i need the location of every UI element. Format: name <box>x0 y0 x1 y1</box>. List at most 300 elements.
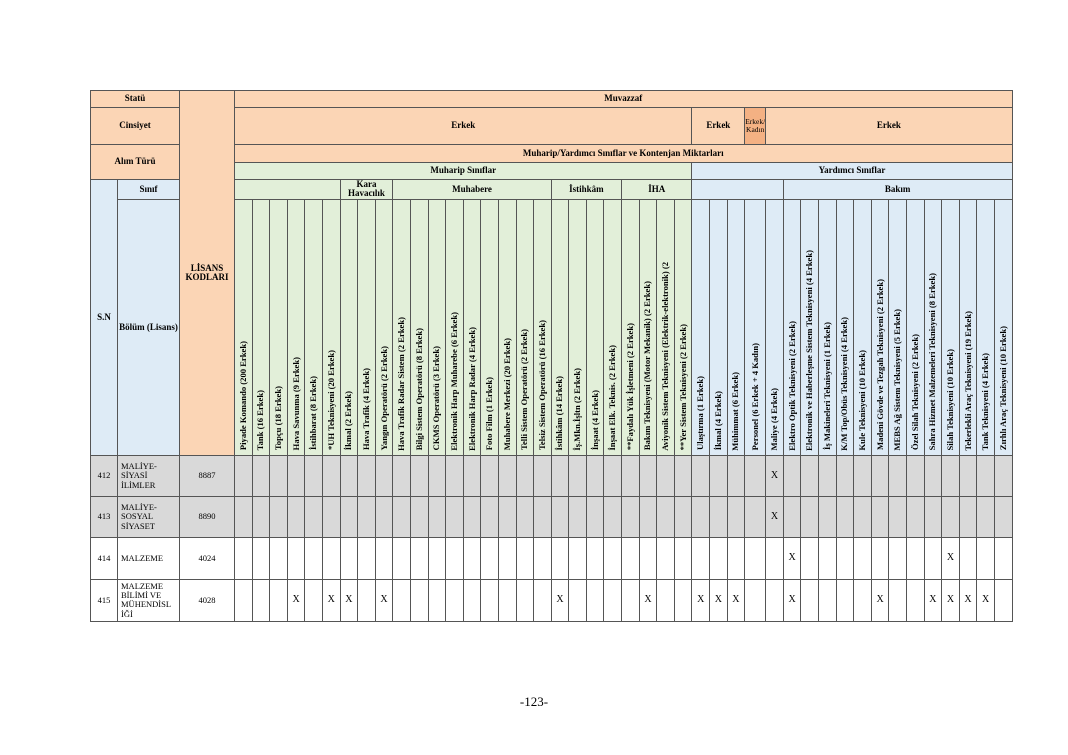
column-header-label: Piyade Komando (200 Erkek) <box>237 341 248 451</box>
column-header-label: Kule Teknisyeni (10 Erkek) <box>856 349 867 451</box>
row-mark-cell <box>551 455 569 496</box>
row-mark-cell <box>375 496 393 537</box>
column-header <box>783 199 801 455</box>
row-mark-cell <box>393 537 411 579</box>
column-header <box>906 199 924 455</box>
column-header <box>340 199 358 455</box>
row-mark-cell <box>481 455 499 496</box>
row-mark-cell <box>393 496 411 537</box>
row-bolum: MALZEME <box>118 537 180 579</box>
row-mark-cell <box>674 537 692 579</box>
row-mark-cell <box>766 579 784 621</box>
row-mark-cell <box>692 537 710 579</box>
column-header <box>657 199 675 455</box>
row-mark-cell: X <box>710 579 728 621</box>
row-mark-cell <box>270 579 288 621</box>
row-mark-cell <box>235 537 253 579</box>
row-mark-cell <box>446 496 464 537</box>
column-header <box>889 199 907 455</box>
row-mark-cell <box>745 537 766 579</box>
column-header-label: Personel (6 Erkek + 4 Kadın) <box>749 343 760 451</box>
row-sn: 415 <box>91 579 118 621</box>
row-mark-cell <box>446 455 464 496</box>
column-header <box>375 199 393 455</box>
column-header <box>994 199 1012 455</box>
row-mark-cell <box>516 455 534 496</box>
column-header-label: CKMS Operatörü (3 Erkek) <box>431 346 442 451</box>
column-header-label: Bilgi Sistem Operatörü (8 Erkek) <box>413 328 424 451</box>
row-mark-cell <box>657 537 675 579</box>
column-header-label: MEBS Ağ Sistem Teknisyeni (5 Erkek) <box>892 308 903 451</box>
row-mark-cell: X <box>783 579 801 621</box>
row-mark-cell <box>889 537 907 579</box>
row-mark-cell <box>252 496 270 537</box>
row-mark-cell <box>622 455 640 496</box>
column-header <box>498 199 516 455</box>
column-header-label: K/M Top/Obüs Teknisyeni (4 Erkek) <box>839 316 850 451</box>
row-mark-cell <box>569 496 587 537</box>
row-mark-cell <box>287 496 305 537</box>
row-mark-cell: X <box>871 579 889 621</box>
row-mark-cell <box>836 537 854 579</box>
row-mark-cell <box>766 537 784 579</box>
column-header-label: Muhabere Merkezi (20 Erkek) <box>501 338 512 451</box>
row-mark-cell <box>252 455 270 496</box>
row-mark-cell <box>710 537 728 579</box>
row-mark-cell <box>235 496 253 537</box>
row-mark-cell <box>639 537 657 579</box>
column-header <box>270 199 288 455</box>
row-mark-cell <box>498 579 516 621</box>
row-mark-cell: X <box>783 537 801 579</box>
row-mark-cell <box>604 579 622 621</box>
row-mark-cell <box>657 455 675 496</box>
column-header <box>836 199 854 455</box>
row-mark-cell <box>836 455 854 496</box>
row-mark-cell: X <box>375 579 393 621</box>
lisans-kodlari-header: LİSANS KODLARI <box>180 91 235 456</box>
row-mark-cell <box>410 537 428 579</box>
column-header-label: Telli Sistem Operatörü (2 Erkek) <box>519 329 530 451</box>
column-header-label: Elektronik Harp Radar (4 Erkek) <box>466 326 477 451</box>
row-mark-cell <box>428 496 446 537</box>
column-header-label: Elektronik Harp Muharebe (6 Erkek) <box>448 311 459 451</box>
row-mark-cell <box>871 455 889 496</box>
row-mark-cell <box>305 496 323 537</box>
row-lisans-kodu: 8887 <box>180 455 235 496</box>
column-header-label: **Faydalı Yük İşletmeni (2 Erkek) <box>624 323 635 451</box>
column-header-label: İnşaat (4 Erkek) <box>589 390 600 451</box>
column-header <box>745 199 766 455</box>
row-mark-cell <box>340 496 358 537</box>
row-mark-cell <box>639 455 657 496</box>
column-header-label: İş.Mkn.İşltn (2 Erkek) <box>572 367 583 451</box>
row-bolum: MALİYE- SİYASİ İLİMLER <box>118 455 180 496</box>
row-mark-cell <box>481 496 499 537</box>
row-sn: 412 <box>91 455 118 496</box>
column-header <box>622 199 640 455</box>
row-mark-cell <box>639 496 657 537</box>
row-mark-cell <box>340 455 358 496</box>
row-mark-cell <box>569 455 587 496</box>
row-mark-cell <box>674 455 692 496</box>
row-mark-cell <box>854 496 872 537</box>
row-mark-cell <box>906 579 924 621</box>
column-header <box>801 199 819 455</box>
column-header <box>766 199 784 455</box>
column-header <box>977 199 995 455</box>
row-mark-cell <box>604 455 622 496</box>
row-mark-cell <box>710 496 728 537</box>
row-mark-cell <box>819 455 837 496</box>
row-bolum: MALİYE- SOSYAL SİYASET <box>118 496 180 537</box>
row-bolum: MALZEME BİLİMİ VE MÜHENDİSL İĞİ <box>118 579 180 621</box>
group-iha: İHA <box>622 180 692 200</box>
row-mark-cell <box>287 537 305 579</box>
row-mark-cell <box>410 579 428 621</box>
column-header <box>428 199 446 455</box>
group-bakim: Bakım <box>783 180 1012 200</box>
row-mark-cell <box>463 579 481 621</box>
row-mark-cell <box>854 579 872 621</box>
cinsiyet-erkek-3: Erkek <box>766 108 1012 145</box>
column-header <box>252 199 270 455</box>
sn-header: S.N <box>91 180 118 456</box>
column-header <box>819 199 837 455</box>
row-mark-cell <box>393 455 411 496</box>
row-sn: 414 <box>91 537 118 579</box>
column-header-label: Telsiz Sistem Operatörü (16 Erkek) <box>536 320 547 451</box>
column-header <box>481 199 499 455</box>
row-mark-cell <box>516 579 534 621</box>
row-mark-cell <box>252 537 270 579</box>
row-mark-cell: X <box>766 496 784 537</box>
row-mark-cell <box>994 496 1012 537</box>
column-header-label: Ulaştırma (1 Erkek) <box>695 376 706 451</box>
row-mark-cell <box>819 537 837 579</box>
yardimci-header: Yardımcı Sınıflar <box>692 163 1012 180</box>
row-mark-cell <box>871 496 889 537</box>
row-mark-cell <box>819 579 837 621</box>
column-header-label: İstihkâm (14 Erkek) <box>554 375 565 451</box>
row-mark-cell <box>481 579 499 621</box>
row-mark-cell <box>287 455 305 496</box>
column-header <box>358 199 376 455</box>
row-mark-cell <box>727 496 745 537</box>
row-mark-cell <box>569 537 587 579</box>
column-header-label: Mühimmat (6 Erkek) <box>730 371 741 451</box>
group-istihkam: İstihkâm <box>551 180 621 200</box>
cinsiyet-erkek-kadin: Erkek/ Kadın <box>745 108 766 145</box>
row-mark-cell <box>463 537 481 579</box>
row-mark-cell <box>235 455 253 496</box>
column-header-label: Elektronik ve Haberleşme Sistem Teknisyeni (4 Erkek) <box>804 249 815 451</box>
cinsiyet-erkek-1: Erkek <box>235 108 692 145</box>
row-mark-cell: X <box>942 537 960 579</box>
row-mark-cell <box>428 455 446 496</box>
row-mark-cell <box>551 496 569 537</box>
row-mark-cell: X <box>977 579 995 621</box>
row-mark-cell <box>994 579 1012 621</box>
column-header <box>516 199 534 455</box>
row-mark-cell <box>959 455 977 496</box>
column-header-label: **Yer Sistem Teknisyeni (2 Erkek) <box>677 324 688 451</box>
row-mark-cell <box>692 496 710 537</box>
column-header <box>322 199 340 455</box>
row-mark-cell <box>889 579 907 621</box>
row-mark-cell <box>235 579 253 621</box>
row-mark-cell <box>551 537 569 579</box>
row-mark-cell <box>516 496 534 537</box>
row-mark-cell <box>340 537 358 579</box>
row-mark-cell <box>692 455 710 496</box>
row-mark-cell <box>586 455 604 496</box>
quota-table <box>90 90 1013 622</box>
row-mark-cell <box>410 496 428 537</box>
row-mark-cell: X <box>727 579 745 621</box>
row-mark-cell: X <box>766 455 784 496</box>
group-blank-1 <box>235 180 341 200</box>
column-header <box>639 199 657 455</box>
row-mark-cell <box>657 579 675 621</box>
row-mark-cell: X <box>942 579 960 621</box>
row-mark-cell <box>906 496 924 537</box>
row-mark-cell <box>305 579 323 621</box>
column-header <box>446 199 464 455</box>
row-mark-cell <box>745 579 766 621</box>
row-mark-cell <box>801 537 819 579</box>
row-mark-cell <box>889 496 907 537</box>
column-header-label: İkmal (2 Erkek) <box>343 391 354 451</box>
column-header-label: Madeni Gövde ve Tezgah Teknisyeni (2 Erkek) <box>874 279 885 451</box>
column-header-label: Hava Trafik Radar Sistem (2 Erkek) <box>396 316 407 451</box>
row-mark-cell <box>889 455 907 496</box>
column-header <box>305 199 323 455</box>
column-header-label: Hava Savunma (9 Erkek) <box>290 357 301 451</box>
row-mark-cell <box>924 455 942 496</box>
column-header <box>463 199 481 455</box>
row-lisans-kodu: 4024 <box>180 537 235 579</box>
row-sn: 413 <box>91 496 118 537</box>
row-mark-cell: X <box>639 579 657 621</box>
row-mark-cell <box>604 496 622 537</box>
muvazzaf-header: Muvazzaf <box>235 91 1013 108</box>
row-mark-cell <box>498 455 516 496</box>
column-header-label: İş Makineleri Teknisyeni (1 Erkek) <box>821 322 832 451</box>
row-mark-cell <box>674 496 692 537</box>
row-mark-cell <box>994 537 1012 579</box>
column-header-label: Bakım Teknisyeni (Motor Mekanik) (2 Erkek) <box>642 281 653 451</box>
column-header <box>569 199 587 455</box>
row-lisans-kodu: 8890 <box>180 496 235 537</box>
row-mark-cell <box>569 579 587 621</box>
row-mark-cell <box>727 455 745 496</box>
row-mark-cell <box>428 579 446 621</box>
row-mark-cell: X <box>959 579 977 621</box>
row-lisans-kodu: 4028 <box>180 579 235 621</box>
row-mark-cell <box>358 455 376 496</box>
row-mark-cell <box>534 537 552 579</box>
column-header <box>942 199 960 455</box>
row-mark-cell <box>358 579 376 621</box>
row-mark-cell <box>942 455 960 496</box>
row-mark-cell <box>622 537 640 579</box>
row-mark-cell <box>358 537 376 579</box>
column-header-label: Tank Teknisyeni (4 Erkek) <box>980 353 991 451</box>
column-header-label: Silah Teknisyeni (10 Erkek) <box>944 348 955 451</box>
row-mark-cell <box>322 455 340 496</box>
row-mark-cell <box>836 579 854 621</box>
row-mark-cell <box>819 496 837 537</box>
row-mark-cell <box>622 496 640 537</box>
page-number: -123- <box>519 694 549 709</box>
row-mark-cell <box>801 496 819 537</box>
group-blank-2 <box>692 180 783 200</box>
row-mark-cell <box>871 537 889 579</box>
bolum-header: Bölüm (Lisans) <box>118 199 180 455</box>
row-mark-cell <box>977 455 995 496</box>
row-mark-cell: X <box>287 579 305 621</box>
column-header-label: Tank (16 Erkek) <box>255 390 266 451</box>
group-kara-havacilik: Kara Havacılık <box>340 180 393 200</box>
sinif-label: Sınıf <box>118 180 180 200</box>
row-mark-cell: X <box>340 579 358 621</box>
column-header-label: Hava Trafik (4 Erkek) <box>360 368 371 451</box>
row-mark-cell <box>305 455 323 496</box>
row-mark-cell <box>516 537 534 579</box>
column-header-label: İkmal (4 Erkek) <box>712 391 723 451</box>
row-mark-cell <box>924 537 942 579</box>
column-header <box>959 199 977 455</box>
row-mark-cell <box>358 496 376 537</box>
row-mark-cell <box>801 579 819 621</box>
row-mark-cell <box>446 579 464 621</box>
row-mark-cell <box>745 496 766 537</box>
column-header <box>410 199 428 455</box>
row-mark-cell <box>322 537 340 579</box>
row-mark-cell <box>959 496 977 537</box>
row-mark-cell <box>586 496 604 537</box>
row-mark-cell <box>534 455 552 496</box>
row-mark-cell <box>710 455 728 496</box>
row-mark-cell <box>305 537 323 579</box>
muharip-header: Muharip Sınıflar <box>235 163 692 180</box>
column-header-label: Zırhlı Araç Teknisyeni (10 Erkek) <box>997 326 1008 451</box>
row-mark-cell <box>463 455 481 496</box>
row-mark-cell <box>977 496 995 537</box>
column-header <box>692 199 710 455</box>
row-mark-cell <box>481 537 499 579</box>
row-mark-cell <box>745 455 766 496</box>
row-mark-cell: X <box>924 579 942 621</box>
column-header <box>287 199 305 455</box>
row-mark-cell <box>924 496 942 537</box>
column-header-label: Aviyonik Sistem Teknisyeni (Elektrik-elektronik) (2 <box>660 261 671 451</box>
row-mark-cell <box>942 496 960 537</box>
row-mark-cell <box>534 496 552 537</box>
column-header <box>727 199 745 455</box>
column-header <box>586 199 604 455</box>
column-header-label: Foto Film (1 Erkek) <box>484 377 495 451</box>
row-mark-cell: X <box>551 579 569 621</box>
row-mark-cell: X <box>322 579 340 621</box>
row-mark-cell <box>836 496 854 537</box>
column-header <box>551 199 569 455</box>
row-mark-cell <box>622 579 640 621</box>
row-mark-cell <box>657 496 675 537</box>
row-mark-cell <box>727 537 745 579</box>
row-mark-cell: X <box>692 579 710 621</box>
row-mark-cell <box>906 455 924 496</box>
row-mark-cell <box>393 579 411 621</box>
column-header-label: Maliye (4 Erkek) <box>769 387 779 451</box>
row-mark-cell <box>586 579 604 621</box>
column-header <box>393 199 411 455</box>
row-mark-cell <box>977 537 995 579</box>
row-mark-cell <box>446 537 464 579</box>
column-header <box>924 199 942 455</box>
row-mark-cell <box>270 537 288 579</box>
row-mark-cell <box>463 496 481 537</box>
alim-turu-label: Alım Türü <box>91 145 180 180</box>
row-mark-cell <box>783 496 801 537</box>
column-header <box>854 199 872 455</box>
row-mark-cell <box>498 496 516 537</box>
row-mark-cell <box>994 455 1012 496</box>
statu-label: Statü <box>91 91 180 108</box>
row-mark-cell <box>801 455 819 496</box>
row-mark-cell <box>410 455 428 496</box>
column-header-label: İnşaat Elk. Teknis. (2 Erkek) <box>607 344 618 451</box>
column-header-label: Tekerlekli Araç Teknisyeni (19 Erkek) <box>962 310 973 451</box>
column-header-label: Sahra Hizmet Malzemeleri Teknisyeni (8 Erkek) <box>927 273 938 451</box>
column-header-label: Yangın Operatörü (2 Erkek) <box>378 346 389 451</box>
row-mark-cell <box>270 496 288 537</box>
cinsiyet-label: Cinsiyet <box>91 108 180 145</box>
column-header-label: *UH Teknisyeni (20 Erkek) <box>325 350 336 451</box>
column-header-label: Elektro Optik Teknisyeni (2 Erkek) <box>786 320 797 451</box>
row-mark-cell <box>322 496 340 537</box>
column-header <box>604 199 622 455</box>
row-mark-cell <box>586 537 604 579</box>
row-mark-cell <box>959 537 977 579</box>
column-header <box>710 199 728 455</box>
column-header-label: Özel Silah Teknisyeni (2 Erkek) <box>909 334 920 451</box>
row-mark-cell <box>252 579 270 621</box>
row-mark-cell <box>534 579 552 621</box>
row-mark-cell <box>854 537 872 579</box>
column-header-label: Topçu (18 Erkek) <box>272 386 283 451</box>
group-muhabere: Muhabere <box>393 180 551 200</box>
row-mark-cell <box>375 455 393 496</box>
cinsiyet-erkek-2: Erkek <box>692 108 745 145</box>
row-mark-cell <box>270 455 288 496</box>
row-mark-cell <box>674 579 692 621</box>
row-mark-cell <box>375 537 393 579</box>
column-header <box>871 199 889 455</box>
row-mark-cell <box>783 455 801 496</box>
row-mark-cell <box>906 537 924 579</box>
column-header <box>235 199 253 455</box>
row-mark-cell <box>498 537 516 579</box>
column-header <box>674 199 692 455</box>
alim-turu-title: Muharip/Yardımcı Sınıflar ve Kontenjan Miktarları <box>235 145 1013 163</box>
row-mark-cell <box>604 537 622 579</box>
column-header-label: İstihbarat (8 Erkek) <box>308 376 319 451</box>
column-header <box>534 199 552 455</box>
row-mark-cell <box>428 537 446 579</box>
row-mark-cell <box>854 455 872 496</box>
